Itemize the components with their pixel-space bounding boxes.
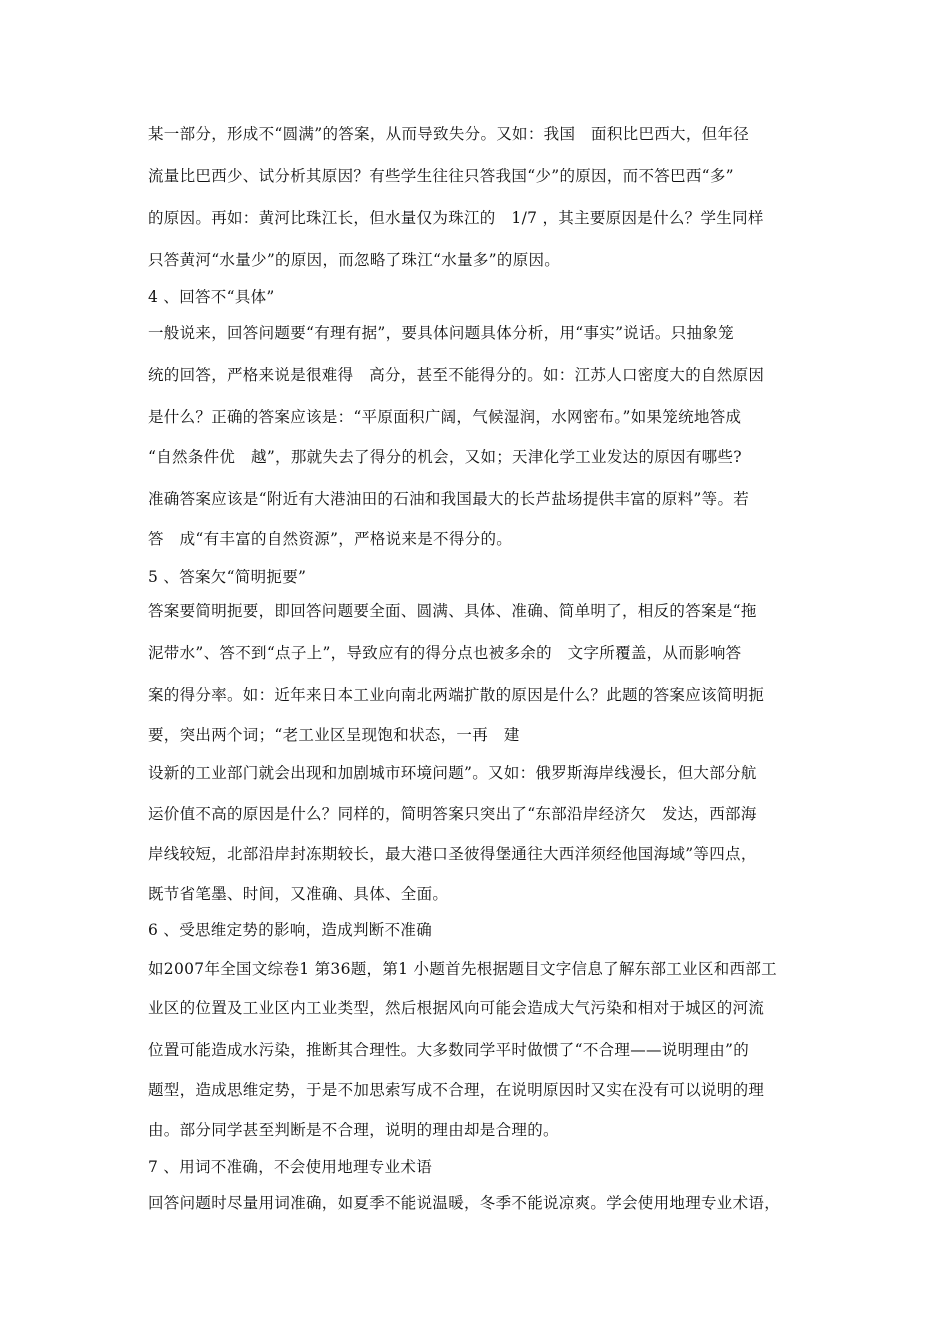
text-line: 案的得分率。如：近年来日本工业向南北两端扩散的原因是什么？此题的答案应该简明扼 [148,686,765,704]
text-line: 如2007年全国文综卷1 第36题，第1 小题首先根据题目文字信息了解东部工业区和西部工 [148,960,777,978]
text-line: 业区的位置及工业区内工业类型，然后根据风向可能会造成大气污染和相对于城区的河流 [148,999,765,1017]
text-line: 准确答案应该是“附近有大港油田的石油和我国最大的长芦盐场提供丰富的原料”等。若 [148,490,750,508]
text-line: 是什么？正确的答案应该是：“平原面积广阔，气候湿润，水网密布。”如果笼统地答成 [148,408,742,426]
text-line: 统的回答，严格来说是很难得 高分，甚至不能得分的。如：江苏人口密度大的自然原因 [148,366,765,384]
text-line: 回答问题时尽量用词准确，如夏季不能说温暖，冬季不能说凉爽。学会使用地理专业术语， [148,1194,781,1212]
text-line: 一般说来，回答问题要“有理有据”，要具体问题具体分析，用“事实”说话。只抽象笼 [148,324,734,342]
text-line: 设新的工业部门就会出现和加剧城市环境问题”。又如：俄罗斯海岸线漫长，但大部分航 [148,764,757,782]
text-line: 题型，造成思维定势，于是不加思索写成不合理，在说明原因时又实在没有可以说明的理 [148,1081,765,1099]
text-line: 答案要简明扼要，即回答问题要全面、圆满、具体、准确、简单明了，相反的答案是“拖 [148,602,757,620]
text-line: 只答黄河“水量少”的原因，而忽略了珠江“水量多”的原因。 [148,251,561,269]
text-line: “自然条件优 越”，那就失去了得分的机会，又如；天津化学工业发达的原因有哪些? [148,448,742,466]
text-line: 由。部分同学甚至判断是不合理，说明的理由却是合理的。 [148,1121,559,1139]
section-heading-5: 5 、答案欠“简明扼要” [148,568,307,586]
text-line: 要，突出两个词；“老工业区呈现饱和状态，一再 建 [148,726,520,744]
text-line: 既节省笔墨、时间，又准确、具体、全面。 [148,885,449,903]
text-line: 流量比巴西少、试分析其原因？有些学生往往只答我国“少”的原因，而不答巴西“多” [148,167,734,185]
section-heading-7: 7 、用词不准确，不会使用地理专业术语 [148,1158,432,1176]
text-line: 岸线较短，北部沿岸封冻期较长，最大港口圣彼得堡通往大西洋须经他国海域”等四点， [148,845,757,863]
text-line: 泥带水”、答不到“点子上”，导致应有的得分点也被多余的 文字所覆盖，从而影响答 [148,644,742,662]
section-heading-6: 6 、受思维定势的影响，造成判断不准确 [148,921,432,939]
text-line: 运价值不高的原因是什么？同样的，简明答案只突出了“东部沿岸经济欠 发达，西部海 [148,805,757,823]
text-line: 的原因。再如：黄河比珠江长，但水量仅为珠江的 1/7 ，其主要原因是什么？学生同样 [148,209,764,227]
text-line: 位置可能造成水污染，推断其合理性。大多数同学平时做惯了“不合理——说明理由”的 [148,1041,750,1059]
text-line: 答 成“有丰富的自然资源”，严格说来是不得分的。 [148,530,513,548]
text-line: 某一部分，形成不“圆满”的答案，从而导致失分。又如：我国 面积比巴西大，但年径 [148,125,750,143]
section-heading-4: 4 、回答不“具体” [148,288,275,306]
